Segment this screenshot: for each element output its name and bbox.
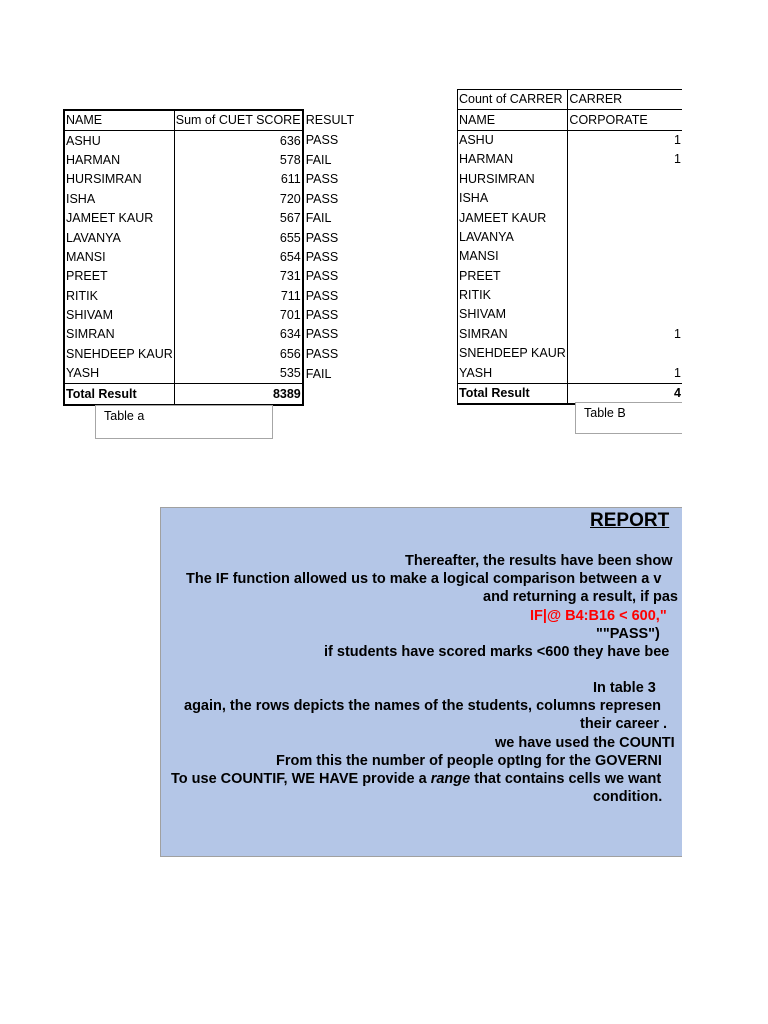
table-cell[interactable]: PREET [458,267,568,286]
table-a-row [64,345,368,364]
report-textbox[interactable] [160,507,682,857]
table-cell[interactable]: SNEHDEEP KAUR [458,344,568,363]
table-a-row [64,287,368,306]
total-row [64,384,368,405]
table-cell[interactable]: LAVANYA [458,228,568,247]
table-cell[interactable]: FAIL [305,211,332,226]
report-countif-line [171,770,661,788]
table-cell[interactable]: PASS [305,346,339,361]
countif-text-end: that contains cells we want [470,771,662,787]
table-cell[interactable]: PASS [305,288,339,303]
table-b-row [458,286,683,305]
table-cell[interactable]: MANSI [458,247,568,266]
header-result[interactable]: RESULT [305,112,355,127]
table-b-row [458,247,683,266]
table-cell[interactable]: 1 [674,326,681,341]
table-cell[interactable]: 720 [174,190,303,209]
table-b-caption[interactable]: Table B [575,402,682,434]
table-cell[interactable] [568,189,682,208]
table-cell[interactable] [568,267,682,286]
table-b-row [458,170,683,189]
table-cell[interactable]: PASS [305,269,339,284]
table-cell[interactable]: 711 [174,287,303,306]
table-cell[interactable]: ISHA [458,189,568,208]
report-line: condition. [593,789,663,805]
report-line: In table 3 [593,680,656,696]
total-label[interactable]: Total Result [458,383,568,404]
table-cell[interactable]: 1 [674,132,681,147]
table-cell[interactable]: 578 [174,151,303,170]
table-cell[interactable]: SNEHDEEP KAUR [64,345,174,364]
table-b-row [458,130,683,150]
table-a-header-row [64,110,368,131]
pivot-column-field[interactable]: CARRER [568,90,682,110]
table-cell[interactable] [568,208,682,227]
table-a-row [64,151,368,170]
header-name[interactable]: NAME [64,110,174,131]
report-line: Thereafter, the results have been show [405,553,673,569]
table-a-caption[interactable]: Table a [95,405,273,439]
table-b-row [458,189,683,208]
pivot-count-label[interactable]: Count of CARRER [458,90,568,110]
table-b-row [458,267,683,286]
table-cell[interactable]: 701 [174,306,303,325]
table-cell[interactable]: 634 [174,325,303,344]
table-cell[interactable]: YASH [64,364,174,384]
table-b-row [458,150,683,169]
table-cell[interactable]: YASH [458,363,568,383]
table-cell[interactable] [568,247,682,266]
table-a-row [64,131,368,151]
table-cell[interactable]: PASS [305,308,339,323]
table-cell[interactable] [568,305,682,324]
table-cell[interactable]: HARMAN [64,151,174,170]
header-name[interactable]: NAME [458,110,568,130]
table-cell[interactable]: ASHU [458,130,568,150]
table-cell[interactable]: FAIL [305,366,332,381]
table-cell[interactable]: ISHA [64,190,174,209]
table-b-row [458,305,683,324]
table-cell[interactable]: 535 [174,364,303,384]
table-cell[interactable]: LAVANYA [64,228,174,247]
table-cell[interactable]: 1 [674,365,681,380]
table-cell[interactable]: 567 [174,209,303,228]
table-cell[interactable]: SIMRAN [64,325,174,344]
header-corporate[interactable]: CORPORATE [568,110,682,130]
table-a-row [64,306,368,325]
table-cell[interactable]: 611 [174,170,303,189]
header-cuet-score[interactable]: Sum of CUET SCORE [174,110,303,131]
table-cell[interactable]: PASS [305,191,339,206]
report-line: From this the number of people optIng for the GOVERNI [276,753,662,769]
table-b-header-row [458,110,683,130]
table-cell[interactable]: MANSI [64,248,174,267]
table-cell[interactable]: PASS [305,133,339,148]
report-line: we have used the COUNTI [495,735,675,751]
table-cell[interactable]: 656 [174,345,303,364]
table-a-cuet-scores [63,109,369,406]
table-b-career-count [457,89,682,405]
report-line: The IF function allowed us to make a logical comparison between a v [186,571,662,587]
countif-range-word: range [430,771,471,787]
total-value[interactable]: 8389 [174,384,303,405]
table-b-top-row [458,90,683,110]
table-cell[interactable]: 731 [174,267,303,286]
report-line: again, the rows depicts the names of the students, columns represen [184,698,661,714]
table-a-row [64,228,368,247]
table-a-row [64,190,368,209]
table-cell[interactable]: PREET [64,267,174,286]
table-cell[interactable]: PASS [305,230,339,245]
table-cell[interactable]: HARMAN [458,150,568,169]
table-cell[interactable]: SIMRAN [458,325,568,344]
table-cell[interactable]: ASHU [64,131,174,151]
report-title: REPORT [590,510,670,531]
table-b-row [458,363,683,383]
report-formula-line: IF|@ B4:B16 < 600," [530,608,667,624]
table-cell[interactable] [568,286,682,305]
table-cell[interactable] [568,170,682,189]
table-cell[interactable]: SHIVAM [458,305,568,324]
table-cell[interactable]: RITIK [458,286,568,305]
report-line: and returning a result, if pas [483,589,678,605]
table-cell[interactable]: PASS [305,249,339,264]
table-a-row [64,364,368,384]
table-cell[interactable]: PASS [305,172,339,187]
table-cell[interactable] [568,344,682,363]
table-cell[interactable]: HURSIMRAN [64,170,174,189]
table-b-row [458,228,683,247]
countif-text: To use COUNTIF, WE HAVE provide a [171,771,431,787]
report-line: if students have scored marks <600 they have bee [324,644,670,660]
table-a-row [64,248,368,267]
table-a-row [64,170,368,189]
table-cell[interactable] [568,228,682,247]
table-a-row [64,267,368,286]
report-line: ""PASS") [596,626,660,642]
table-cell[interactable]: 636 [174,131,303,151]
empty-cell[interactable] [303,384,368,405]
table-cell[interactable]: JAMEET KAUR [64,209,174,228]
table-a-row [64,325,368,344]
table-b-row [458,344,683,363]
table-cell[interactable]: 655 [174,228,303,247]
total-label[interactable]: Total Result [64,384,174,405]
table-cell[interactable]: PASS [305,327,339,342]
table-cell[interactable]: 1 [674,152,681,167]
table-cell[interactable]: SHIVAM [64,306,174,325]
table-b-row [458,208,683,227]
table-a-row [64,209,368,228]
table-b-row [458,325,683,344]
table-cell[interactable]: FAIL [305,152,332,167]
table-cell[interactable]: HURSIMRAN [458,170,568,189]
total-value[interactable]: 4 [568,383,682,404]
table-cell[interactable]: JAMEET KAUR [458,208,568,227]
report-line: their career . [580,716,668,732]
table-cell[interactable]: RITIK [64,287,174,306]
table-cell[interactable]: 654 [174,248,303,267]
